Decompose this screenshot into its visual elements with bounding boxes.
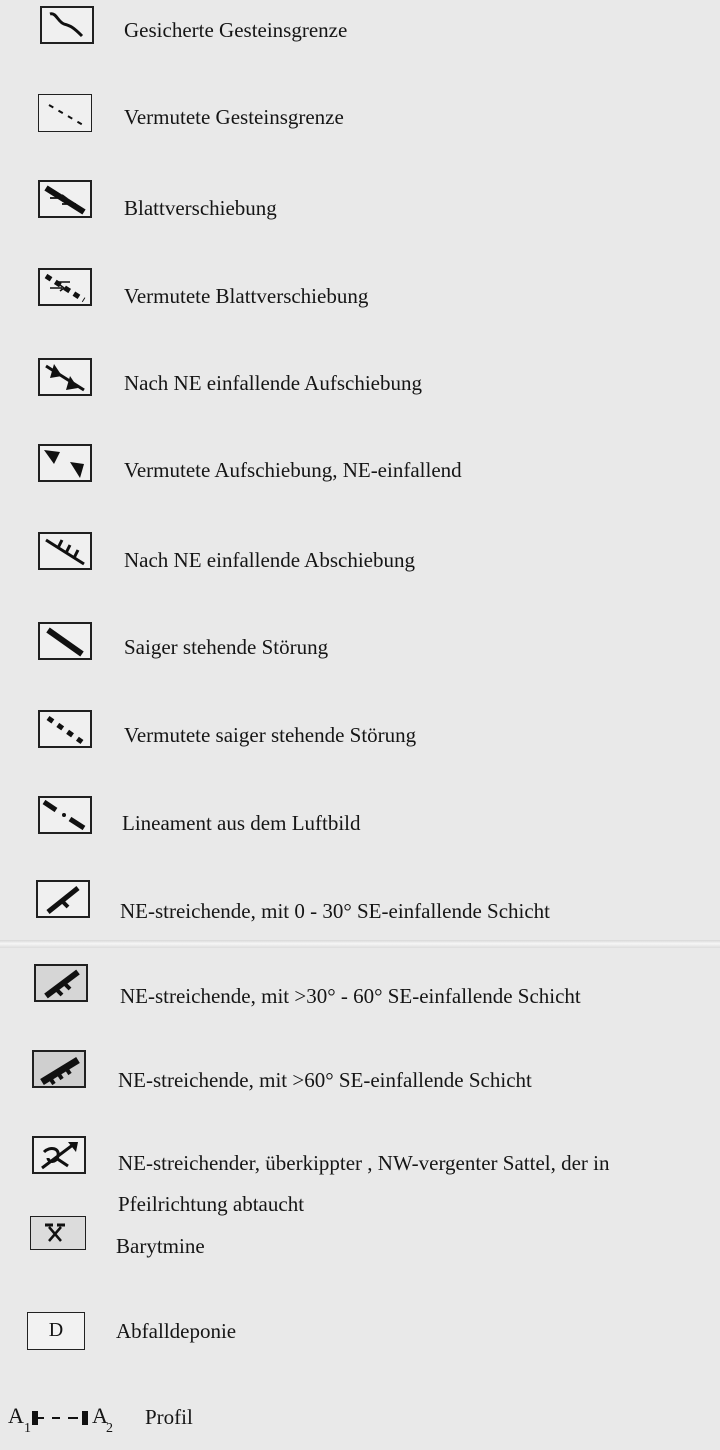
legend-label-5: Nach NE einfallende Aufschiebung (124, 371, 422, 395)
legend-label-9: Vermutete saiger stehende Störung (124, 723, 417, 747)
legend-label-11: NE-streichende, mit 0 - 30° SE-einfallende Schicht (120, 899, 551, 923)
legend-label-4: Vermutete Blattverschiebung (124, 284, 369, 308)
bedding-60-plus-icon (32, 1050, 86, 1088)
legend-label-2: Vermutete Gesteinsgrenze (124, 105, 344, 129)
legend-label-8: Saiger stehende Störung (124, 635, 329, 659)
legend-label-7: Nach NE einfallende Abschiebung (124, 548, 415, 572)
profile-end-letter: A (92, 1403, 108, 1428)
waste-dump-box: D (27, 1312, 85, 1350)
thrust-fault-icon (38, 358, 92, 396)
profile-line-icon (30, 1406, 92, 1430)
inferred-vertical-fault-icon (38, 710, 92, 748)
legend-label-14-continued: Pfeilrichtung abtaucht (118, 1192, 305, 1216)
legend-label-6: Vermutete Aufschiebung, NE-einfallend (124, 458, 462, 482)
legend-label-14: NE-streichender, überkippter , NW-vergenter Sattel, der in (118, 1151, 610, 1175)
bedding-0-30-icon (36, 880, 90, 918)
legend-label-10: Lineament aus dem Luftbild (122, 811, 361, 835)
legend-label-13: NE-streichende, mit >60° SE-einfallende Schicht (118, 1068, 532, 1092)
legend-label-15: Barytmine (116, 1234, 205, 1258)
normal-fault-icon (38, 532, 92, 570)
solid-rock-boundary-icon (40, 6, 94, 44)
bedding-30-60-icon (34, 964, 88, 1002)
aerial-lineament-icon (38, 796, 92, 834)
mine-hammers-icon (30, 1216, 86, 1250)
profile-start-subscript: 1 (24, 1421, 31, 1436)
paper-fold (0, 940, 720, 948)
inferred-strike-slip-fault-icon (38, 268, 92, 306)
legend-label-12: NE-streichende, mit >30° - 60° SE-einfallende Schicht (120, 984, 581, 1008)
legend-label-16: Abfalldeponie (116, 1319, 237, 1343)
overturned-anticline-icon (32, 1136, 86, 1174)
legend-label-1: Gesicherte Gesteinsgrenze (124, 18, 348, 42)
inferred-thrust-fault-icon (38, 444, 92, 482)
legend-label-3: Blattverschiebung (124, 196, 277, 220)
profile-label: Profil (145, 1405, 193, 1429)
vertical-fault-icon (38, 622, 92, 660)
profile-start-letter: A (8, 1403, 24, 1428)
inferred-rock-boundary-icon (38, 94, 92, 132)
profile-end-subscript: 2 (106, 1421, 113, 1436)
strike-slip-fault-icon (38, 180, 92, 218)
